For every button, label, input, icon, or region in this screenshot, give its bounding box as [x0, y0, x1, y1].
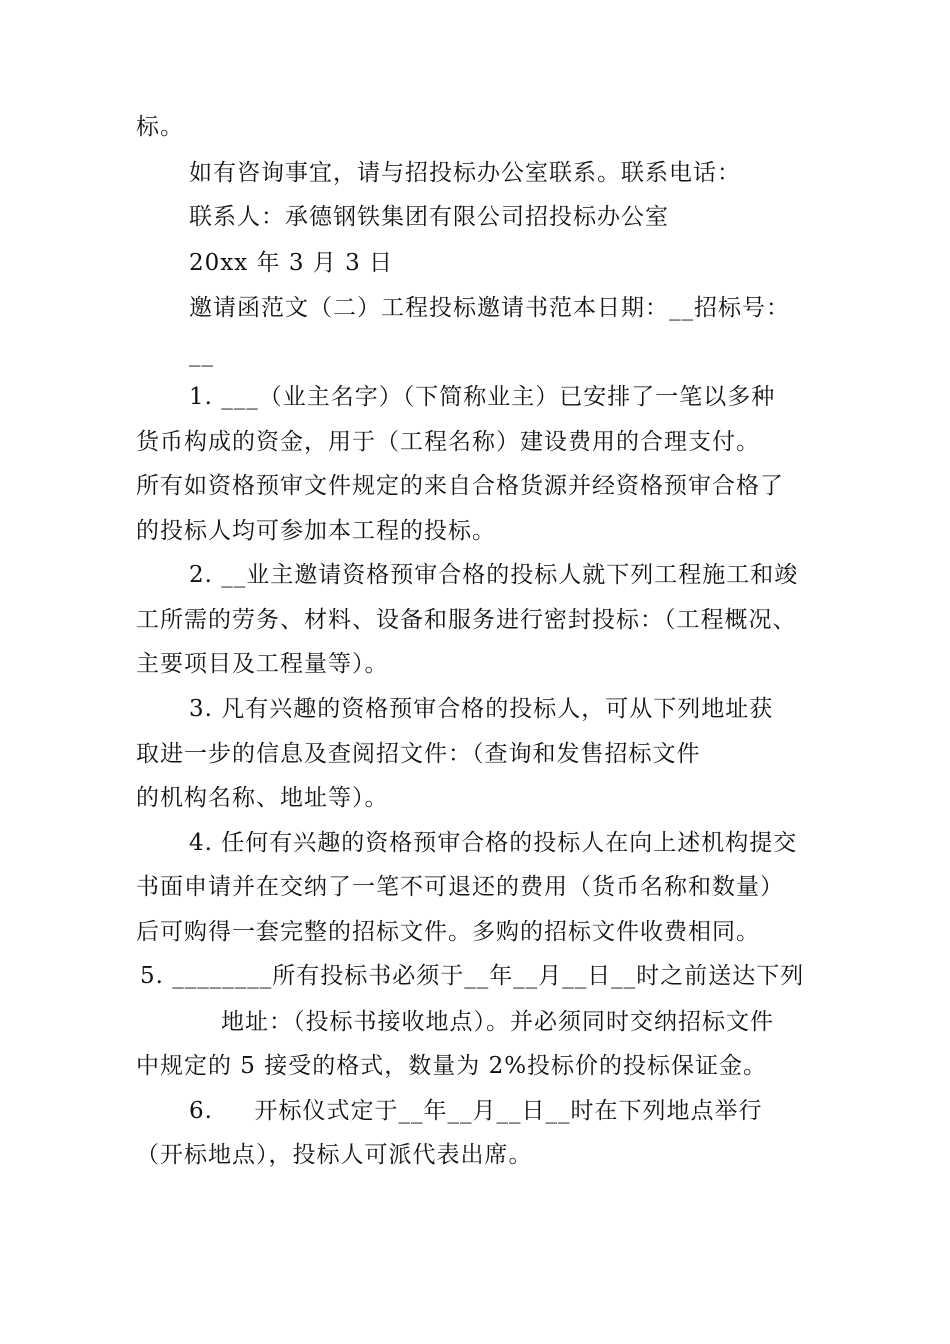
text-line: 4. 任何有兴趣的资格预审合格的投标人在向上述机构提交: [189, 830, 798, 856]
text-line: 5. ________所有投标书必须于__年__月__日__时之前送达下列: [140, 963, 805, 989]
text-line: 后可购得一套完整的招标文件。多购的招标文件收费相同。: [136, 919, 760, 945]
text-line: 工所需的劳务、材料、设备和服务进行密封投标：（工程概况、: [136, 607, 797, 633]
text-line: 3. 凡有兴趣的资格预审合格的投标人，可从下列地址获: [189, 696, 774, 722]
text-line: 书面申请并在交纳了一笔不可退还的费用（货币名称和数量）: [136, 874, 784, 900]
text-line: 所有如资格预审文件规定的来自合格货源并经资格预审合格了: [136, 473, 784, 499]
text-line: 联系人：承德钢铁集团有限公司招投标办公室: [189, 204, 669, 230]
text-line: 如有咨询事宜，请与招投标办公室联系。联系电话：: [189, 160, 741, 186]
text-line: __: [189, 341, 214, 367]
text-line: 的机构名称、地址等）。: [136, 785, 389, 811]
text-line: 主要项目及工程量等）。: [136, 651, 389, 677]
text-line: 2. __业主邀请资格预审合格的投标人就下列工程施工和竣: [189, 562, 799, 588]
text-line: 6. 开标仪式定于__年__月__日__时在下列地点举行: [189, 1098, 763, 1124]
text-line: 地址：（投标书接收地点）。并必须同时交纳招标文件: [221, 1009, 774, 1035]
text-line: （开标地点），投标人可派代表出席。: [136, 1142, 533, 1168]
text-line: 20xx 年 3 月 3 日: [189, 250, 394, 276]
text-line: 的投标人均可参加本工程的投标。: [136, 518, 496, 544]
text-line: 货币构成的资金，用于（工程名称）建设费用的合理支付。: [136, 429, 760, 455]
text-line: 1. ___（业主名字）（下简称业主）已安排了一笔以多种: [189, 384, 776, 410]
text-line: 标。: [136, 114, 184, 140]
text-line: 邀请函范文（二）工程投标邀请书范本日期：__招标号：: [189, 295, 790, 321]
text-line: 取进一步的信息及查阅招文件：（查询和发售招标文件: [136, 741, 701, 767]
text-line: 中规定的 5 接受的格式，数量为 2%投标价的投标保证金。: [136, 1053, 768, 1079]
